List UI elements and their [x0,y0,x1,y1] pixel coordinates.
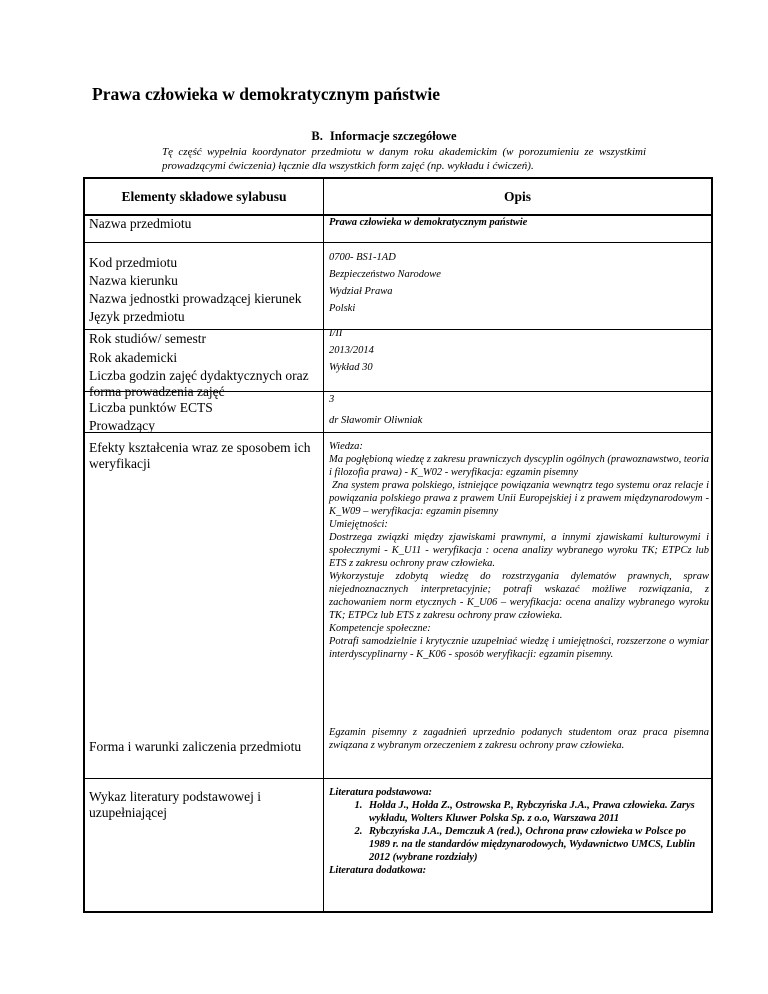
page-title: Prawa człowieka w demokratycznym państwie [92,84,441,104]
efekty-line: Kompetencje społeczne: [329,623,431,634]
header-elements: Elementy składowe sylabusu [121,189,287,204]
label-jezyk: Język przedmiotu [89,309,185,324]
row-rule [85,242,711,243]
efekty-line: Ma pogłębioną wiedzę z zakresu prawniczych dyscyplin ogólnych (prawoznawstwo, teoria i filozofia prawa) - K_W02 - weryfikacja: egzamin pisemny [329,454,709,478]
efekty-line: Potrafi samodzielnie i krytycznie uzupełniać wiedzę i umiejętności, rozszerzone o wymiar interdyscyplinarny - K_K06 - sposób weryfikacji: egzamin pisemny. [329,636,709,660]
label-nazwa-przedmiotu: Nazwa przedmiotu [89,216,192,231]
column-divider [323,179,324,911]
section-heading [0,129,768,144]
label-rok-akademicki: Rok akademicki [89,350,178,365]
value-nazwa-kierunku: Bezpieczeństwo Narodowe [329,269,441,280]
label-jednostka: Nazwa jednostki prowadzącej kierunek [89,291,302,306]
section-title: Informacje szczegółowe [329,129,457,143]
syllabus-table [83,177,713,913]
literatura-item: 1. Hołda J., Hołda Z., Ostrowska P., Rybczyńska J.A., Prawa człowieka. Zarys wykładu, Wolters Kluwer Polska Sp. z o.o, Warszawa 2011 [365,799,709,825]
value-ects: 3 [329,394,335,405]
value-efekty-ksztalcenia [329,440,712,661]
intro-note: Tę część wypełnia koordynator przedmiotu w danym roku akademickim (w porozumieniu ze wszystkimi prowadzącymi ćwiczenia) łącznie dla wszystkich form zajęć (np. wykładu i ćwiczeń). [162,146,646,172]
value-forma-zaliczenia: Egzamin pisemny z zagadnień uprzednio podanych studentom oraz praca pisemna związana z wybranym orzeczeniem z zakresu ochrony praw człowieka. [329,727,709,751]
label-ects: Liczba punktów ECTS [89,400,213,415]
efekty-line: Zna system prawa polskiego, istniejące powiązania wewnątrz tego systemu oraz relacje i powiązania polskiego prawa z prawem Unii Europejskiej i z prawem międzynarodowym - K_W09 – weryfikacja: egzamin pisemny [329,480,712,517]
label-liczba-godzin: Liczba godzin zajęć dydaktycznych oraz forma prowadzenia zajęć [89,368,309,399]
label-prowadzacy: Prowadzący [89,418,155,433]
row-rule [85,778,711,779]
value-literatura [329,786,709,877]
label-kod-przedmiotu: Kod przedmiotu [89,255,178,270]
efekty-line: Wykorzystuje zdobytą wiedzę do rozstrzygania dylematów prawnych, spraw niejednoznacznych interpretacyjnie; potrafi wskazać możliwe rozwiązania, z zachowaniem norm etycznych - K_U06 – weryfikacja: ocena analizy wybranego wyroku TK; ETPCz lub ETS z zakresu ochrony praw człowieka. [329,571,709,621]
header-opis: Opis [503,189,531,204]
label-nazwa-kierunku: Nazwa kierunku [89,273,178,288]
efekty-line: Wiedza: [329,441,363,452]
value-nazwa-przedmiotu: Prawa człowieka w demokratycznym państwie [329,217,528,228]
value-rok-akademicki: 2013/2014 [329,345,374,356]
section-letter: B. [311,129,323,143]
value-kod-przedmiotu: 0700- BS1-1AD [329,252,396,263]
literatura-extra-heading: Literatura dodatkowa: [329,865,427,876]
literatura-basic-list [329,799,709,864]
efekty-line: Umiejętności: [329,519,388,530]
value-jednostka: Wydział Prawa [329,286,393,297]
literatura-basic-heading: Literatura podstawowa: [329,787,432,798]
value-liczba-godzin: Wykład 30 [329,362,373,373]
label-forma-zaliczenia: Forma i warunki zaliczenia przedmiotu [89,739,302,754]
value-rok-studiow: I/II [329,328,343,339]
label-literatura: Wykaz literatury podstawowej i uzupełniającej [89,789,262,820]
literatura-item: 2. Rybczyńska J.A., Demczuk A (red.), Ochrona praw człowieka w Polsce po 1989 r. na tle standardów międzynarodowych, Wydawnictwo UMCS, Lublin 2012 (wybrane rozdziały) [365,825,709,864]
label-efekty-ksztalcenia: Efekty kształcenia wraz ze sposobem ich weryfikacji [89,440,311,471]
value-jezyk: Polski [329,303,356,314]
label-rok-studiow: Rok studiów/ semestr [89,331,206,346]
efekty-line: Dostrzega związki między zjawiskami prawnymi, a innymi zjawiskami kulturowymi i społecznymi - K_U11 - weryfikacja : ocena analizy wybranego wyroku TK; ETPCz lub ETS z zakresu ochrony praw człowieka. [329,532,709,569]
value-prowadzacy: dr Sławomir Oliwniak [329,415,423,426]
